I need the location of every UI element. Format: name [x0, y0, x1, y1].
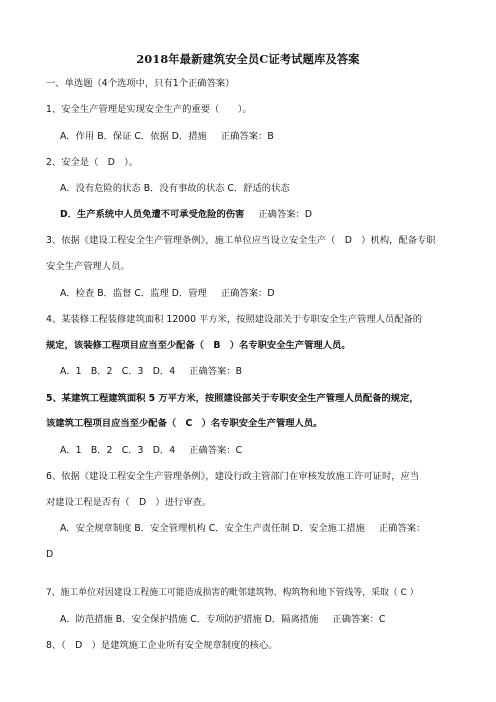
- question-4-options-line: [60, 366, 242, 378]
- question-2-options-1: A．没有危险的状态 B．没有事故的状态 C．舒适的状态: [60, 183, 290, 194]
- question-3-options-line: [60, 288, 274, 300]
- question-7-answer: 正确答案：C: [332, 614, 386, 625]
- question-7-options-line: [60, 614, 385, 626]
- document-title: 2018年最新建筑安全员C证考试题库及答案: [136, 52, 360, 66]
- question-2-options-line-2: [60, 209, 312, 221]
- question-1-stem: 1、安全生产管理是实现安全生产的重要（ ）。: [46, 104, 252, 115]
- question-2-options-2: D．生产系统中人员免遭不可承受危险的伤害: [60, 209, 245, 220]
- question-3-answer: 正确答案：D: [220, 288, 275, 299]
- question-1-answer: 正确答案：B: [220, 131, 274, 142]
- question-6-answer-cont: D: [46, 549, 54, 560]
- question-5-options: A．1 B．2 C．3 D．4: [60, 445, 176, 456]
- question-4-stem-1: 4、某装修工程装修建筑面积 12000 平方米，按照建设部关于专职安全生产管理人员配备的: [46, 314, 423, 325]
- question-7-stem: 7、施工单位对因建设工程施工可能造成损害的毗邻建筑物、构筑物和地下管线等，采取（ C ）: [46, 588, 419, 598]
- section-heading: 一、单选题（4个选项中，只有1个正确答案）: [46, 78, 235, 89]
- question-5-stem-1: 5、某建筑工程建筑面积 5 万平方米，按照建设部关于专职安全生产管理人员配备的规定，: [46, 393, 419, 404]
- question-5-answer: 正确答案：C: [189, 445, 243, 456]
- question-4-options: A．1 B．2 C．3 D．4: [60, 366, 176, 377]
- question-6-stem-2: 对建设工程是否有（ D ）进行审查。: [46, 497, 212, 508]
- question-6-options-line: [60, 523, 425, 535]
- question-6-options: A．安全规章制度 B．安全管理机构 C．安全生产责任制 D．安全施工措施: [60, 523, 365, 534]
- question-2-stem: 2、安全是（ D ）。: [46, 157, 139, 168]
- question-5-stem-2: 该建筑工程项目应当至少配备（ C ）名专职安全生产管理人员。: [46, 418, 323, 429]
- question-7-options: A．防范措施 B．安全保护措施 C．专项防护措施 D．隔离措施: [60, 614, 319, 625]
- question-6-answer: 正确答案：: [378, 523, 426, 534]
- question-1-options: A．作用 B．保证 C．依据 D．措施: [60, 131, 207, 142]
- question-4-stem-2: 规定，该装修工程项目应当至少配备（ B ）名专职安全生产管理人员。: [46, 340, 351, 351]
- question-3-stem-1: 3、依据《建设工程安全生产管理条例》，施工单位应当设立安全生产（ D ）机构，配备专职: [46, 235, 436, 246]
- question-2-answer: 正确答案：D: [258, 209, 313, 220]
- question-4-answer: 正确答案：B: [189, 366, 243, 377]
- question-8-stem: 8、（ D ）是建筑施工企业所有安全规章制度的核心。: [46, 640, 278, 651]
- question-3-stem-2: 安全生产管理人员。: [46, 261, 130, 272]
- question-5-options-line: [60, 445, 242, 457]
- question-3-options: A．检查 B．监督 C．监理 D．管理: [60, 288, 207, 299]
- question-1-options-line: [60, 131, 274, 143]
- question-6-stem-1: 6、依据《建设工程安全生产管理条例》，建设行政主管部门在审核发放施工许可证时，应当: [46, 471, 420, 482]
